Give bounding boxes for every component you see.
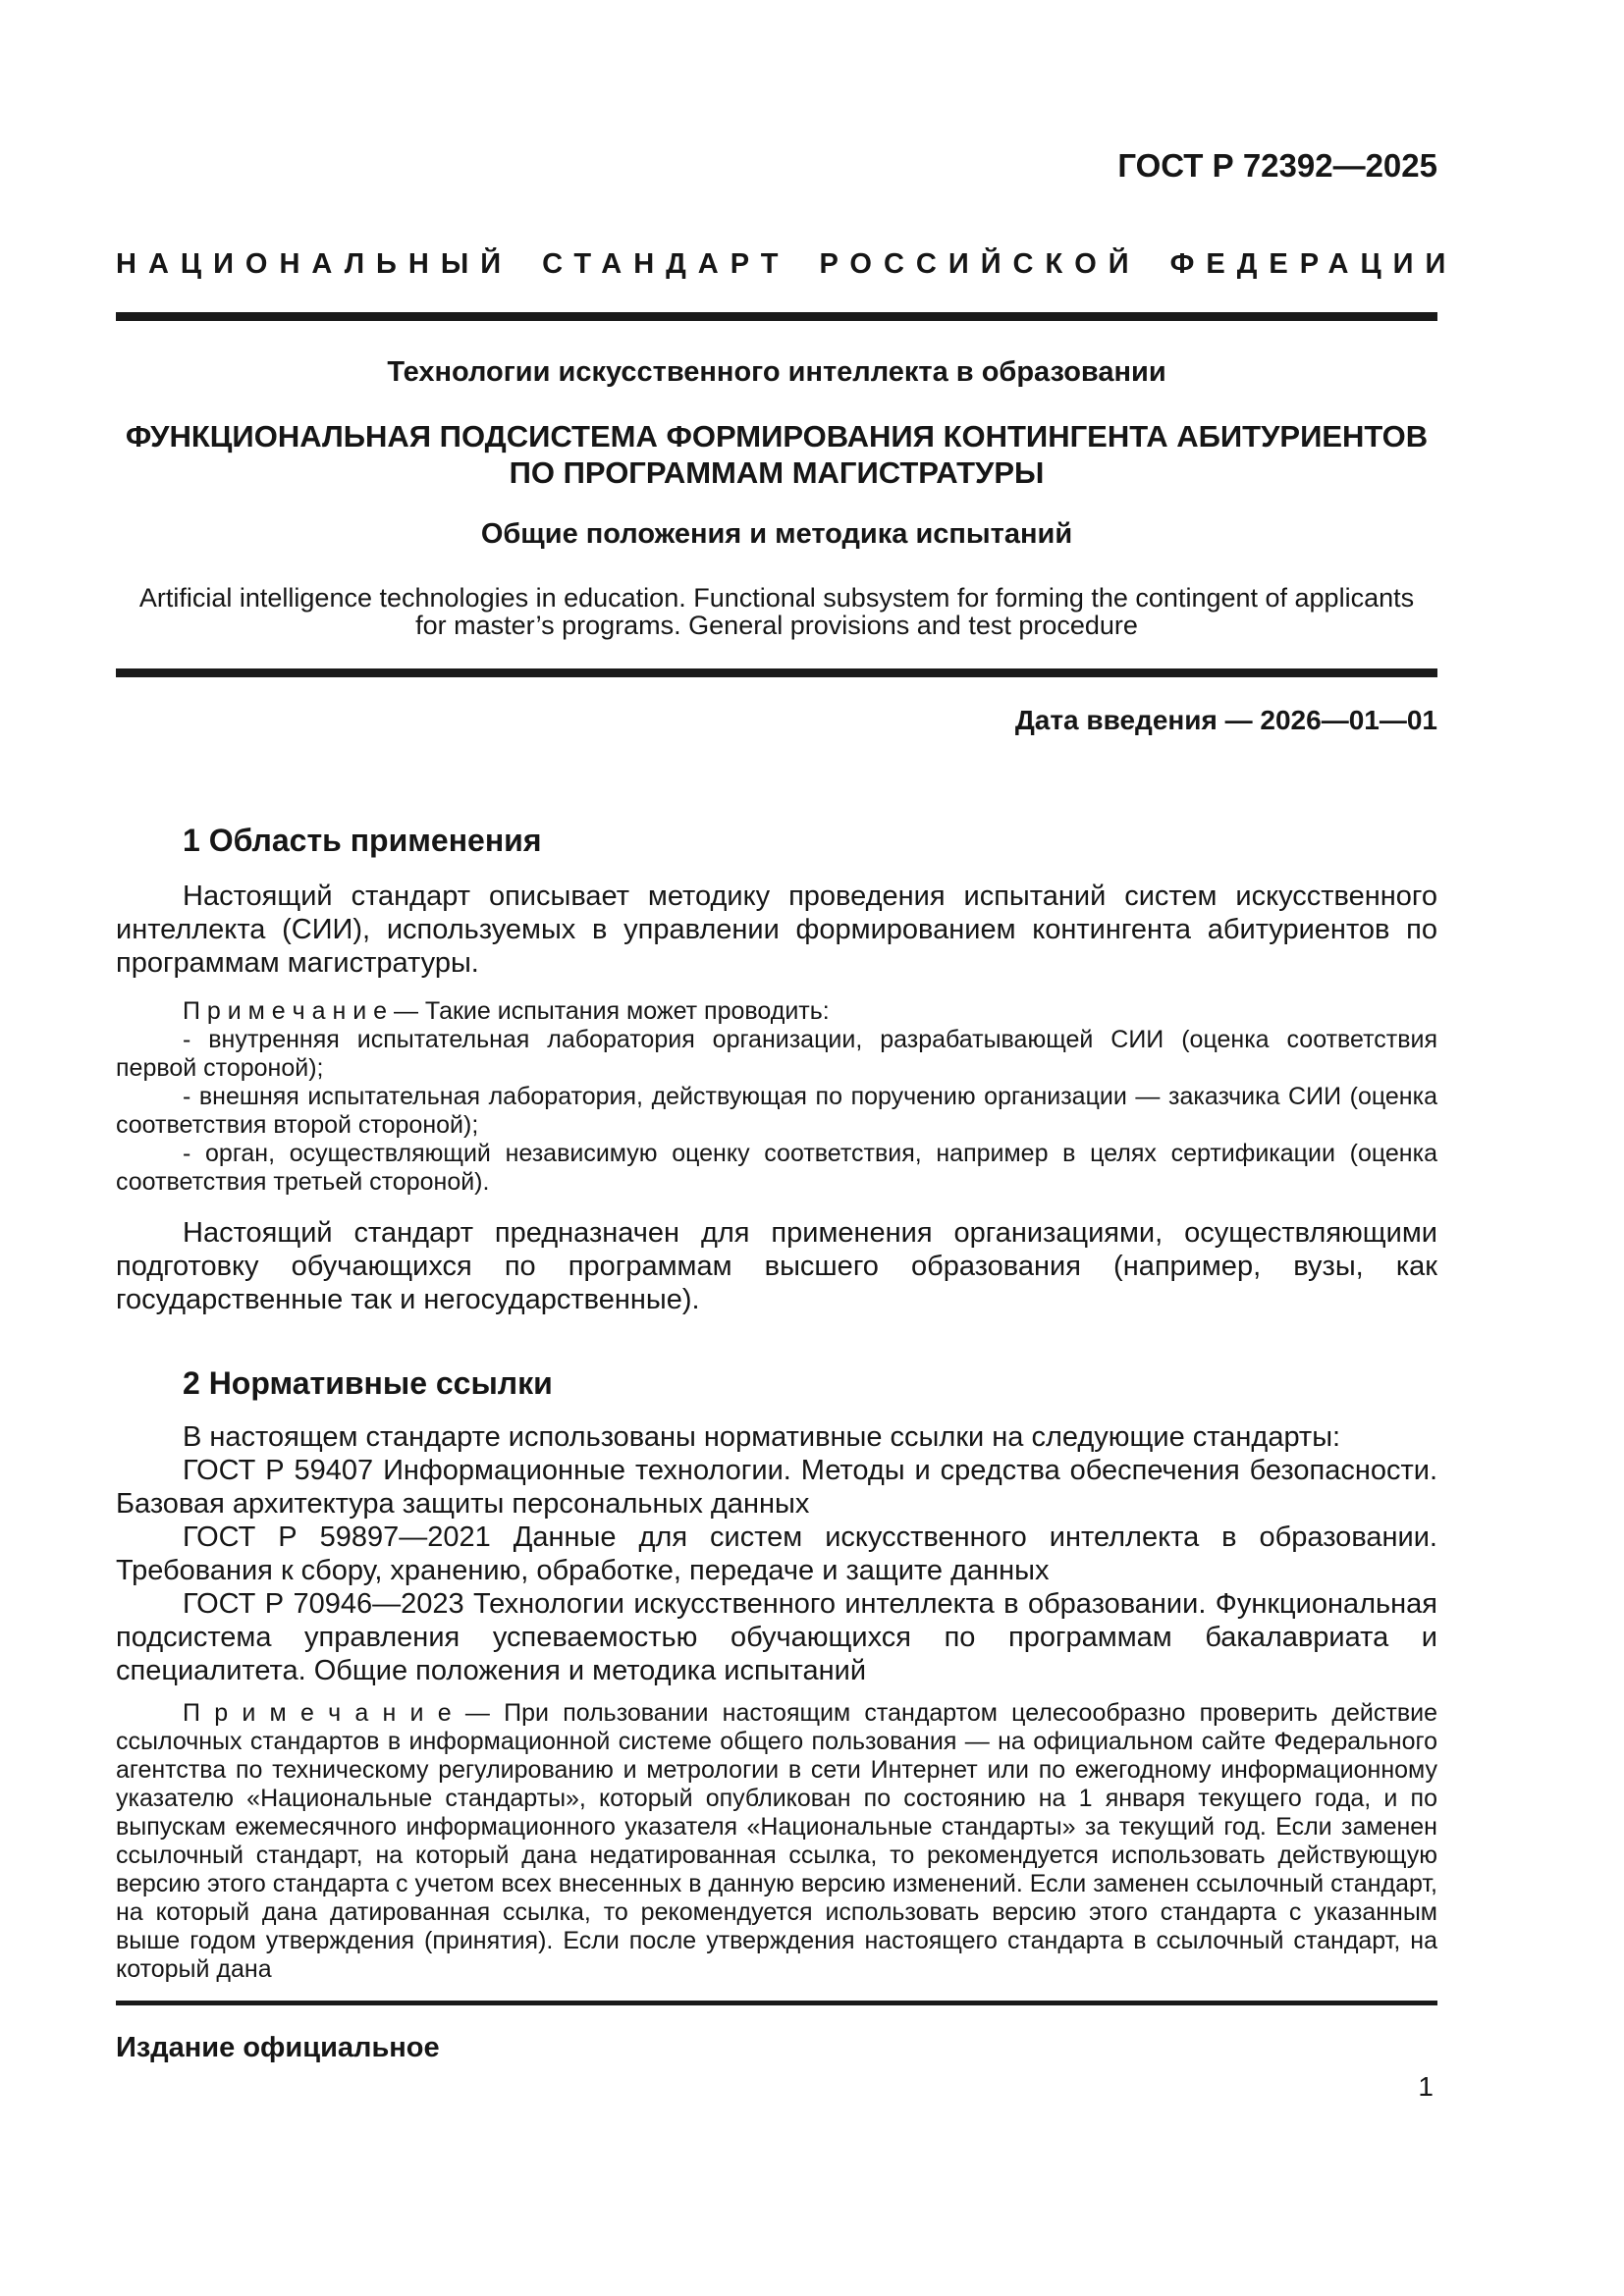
section-2-note xyxy=(116,1699,1437,1984)
section-2-intro: В настоящем стандарте использованы нормативные ссылки на следующие стандарты: xyxy=(183,1421,1341,1453)
reference-3: ГОСТ Р 70946—2023 Технологии искусственного интеллекта в образовании. Функциональная подсистема управления успеваемостью обучающихся по программам бакалавриата и специалитета. Общие положения и методика испытаний xyxy=(116,1588,1437,1686)
section-1-note xyxy=(116,997,1437,1197)
effective-date: Дата введения — 2026—01—01 xyxy=(1014,705,1437,735)
title-main-line1: ФУНКЦИОНАЛЬНАЯ ПОДСИСТЕМА ФОРМИРОВАНИЯ КОНТИНГЕНТА АБИТУРИЕНТОВ xyxy=(125,419,1429,454)
section-1-paragraph-1: Настоящий стандарт описывает методику проведения испытаний систем искусственного интеллекта (СИИ), используемых в управлении формированием контингента абитуриентов по программам магистратуры. xyxy=(116,881,1437,979)
doc-number: ГОСТ Р 72392—2025 xyxy=(1117,147,1437,184)
section-1-heading: 1 Область применения xyxy=(183,823,542,858)
page-number: 1 xyxy=(1418,2071,1434,2102)
title-english-line1: Artificial intelligence technologies in education. Functional subsystem for forming the contingent of applicants xyxy=(138,583,1415,613)
horizontal-rule-footer xyxy=(116,2001,1437,2005)
section-2-note-text: П р и м е ч а н и е — При пользовании настоящим стандартом целесообразно проверить действие ссылочных стандартов в информационной системе общего пользования — на официальном сайте Федерального агентства по техническому регулированию и метрологии в сети Интернет или по ежегодному информационному указателю «Национальные стандарты», который опубликован по состоянию на 1 января текущего года, и по выпускам ежемесячного информационного указателя «Национальные стандарты» за текущий год. Если заменен ссылочный стандарт, на который дана недатированная ссылка, то рекомендуется использовать действующую версию этого стандарта с учетом всех внесенных в данную версию изменений. Если заменен ссылочный стандарт, на который дана датированная ссылка, то рекомендуется использовать версию этого стандарта с указанным выше годом утверждения (принятия). Если после утверждения настоящего стандарта в ссылочный стандарт, на который дана xyxy=(116,1699,1437,1983)
reference-2: ГОСТ Р 59897—2021 Данные для систем искусственного интеллекта в образовании. Требования к сбору, хранению, обработке, передаче и защите данных xyxy=(116,1522,1437,1586)
horizontal-rule-top xyxy=(116,312,1437,321)
title-main-line2: ПО ПРОГРАММАМ МАГИСТРАТУРЫ xyxy=(509,455,1045,490)
horizontal-rule-middle xyxy=(116,668,1437,677)
page-content-column xyxy=(116,0,1458,1984)
reference-1: ГОСТ Р 59407 Информационные технологии. Методы и средства обеспечения безопасности. Базовая архитектура защиты персональных данных xyxy=(116,1455,1437,1520)
note-intro: П р и м е ч а н и е — Такие испытания может проводить: xyxy=(183,997,830,1025)
title-subtitle: Общие положения и методика испытаний xyxy=(480,518,1073,550)
section-2-heading: 2 Нормативные ссылки xyxy=(183,1365,553,1401)
official-edition-label: Издание официальное xyxy=(116,2032,440,2063)
title-group: Технологии искусственного интеллекта в образовании xyxy=(387,356,1166,388)
title-main xyxy=(116,418,1437,491)
title-english xyxy=(116,584,1437,639)
section-1-paragraph-2: Настоящий стандарт предназначен для применения организациями, осуществляющими подготовку обучающихся по программам высшего образования (например, вузы, как государственные так и негосударственные). xyxy=(116,1217,1437,1315)
note-item-2: - внешняя испытательная лаборатория, действующая по поручению организации — заказчика СИИ (оценка соответствия второй стороной); xyxy=(116,1083,1437,1139)
note-item-3: - орган, осуществляющий независимую оценку соответствия, например в целях сертификации (оценка соответствия третьей стороной). xyxy=(116,1140,1437,1196)
note-item-1: - внутренняя испытательная лаборатория организации, разрабатывающей СИИ (оценка соответствия первой стороной); xyxy=(116,1026,1437,1082)
standard-type-heading: НАЦИОНАЛЬНЫЙ СТАНДАРТ РОССИЙСКОЙ ФЕДЕРАЦИИ xyxy=(116,248,1458,280)
title-english-line2: for master’s programs. General provisions and test procedure xyxy=(415,611,1138,640)
